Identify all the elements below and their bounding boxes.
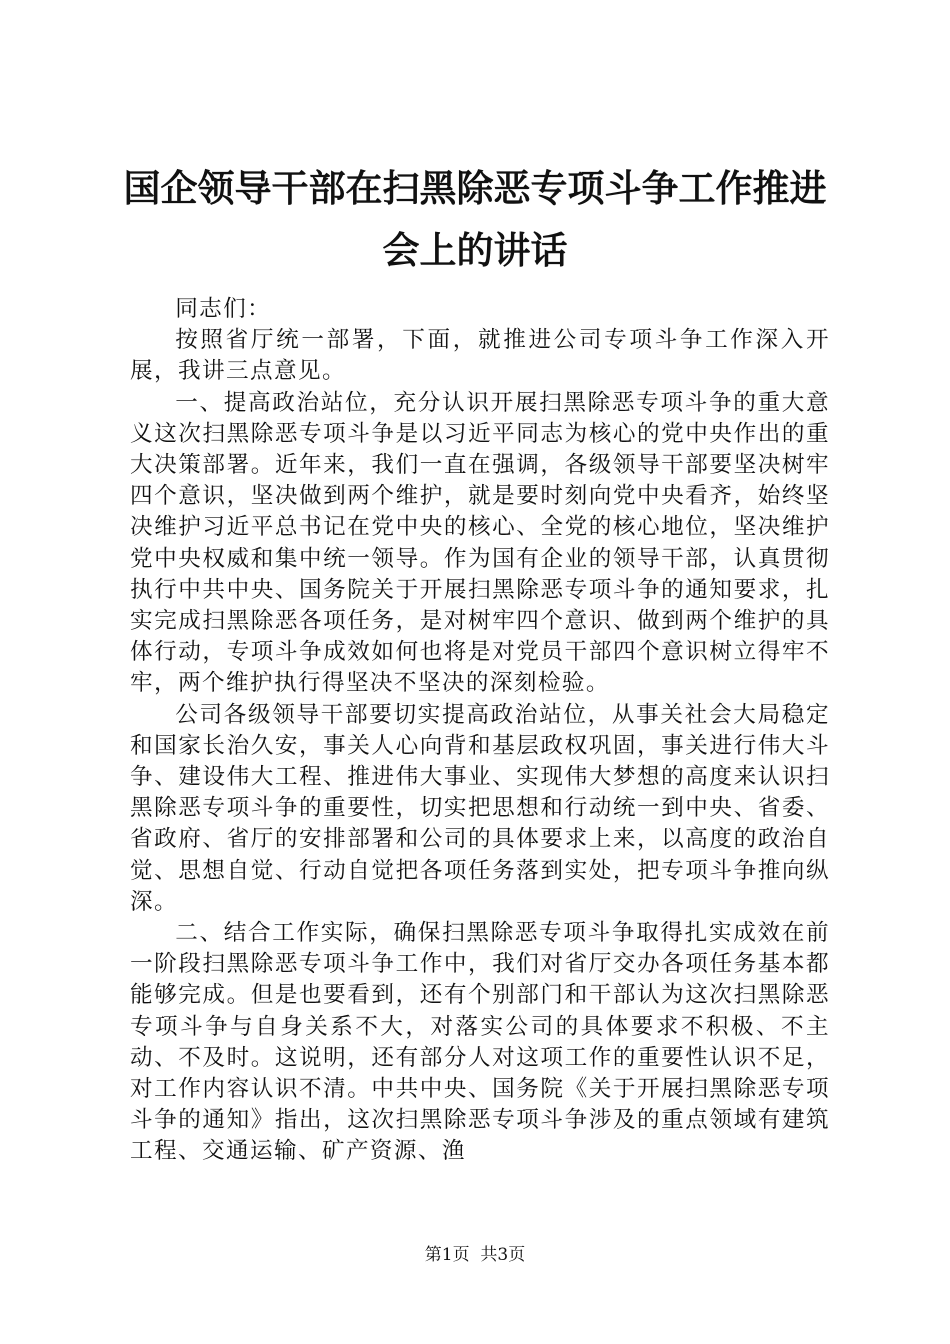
body-paragraph: 按照省厅统一部署，下面，就推进公司专项斗争工作深入开展，我讲三点意见。: [130, 327, 830, 385]
page-total: 共3页: [480, 1245, 526, 1265]
document-title: 国企领导干部在扫黑除恶专项斗争工作推进会上的讲话: [123, 167, 827, 272]
body-paragraph: 一、提高政治站位，充分认识开展扫黑除恶专项斗争的重大意义这次扫黑除恶专项斗争是以习近平同志为核心的党中央作出的重大决策部署。近年来，我们一直在强调，各级领导干部要坚决树牢四个意识，坚决做到两个维护，就是要时刻向党中央看齐，始终坚决维护习近平总书记在党中央的核心、全党的核心地位，坚决维护党中央权威和集中统一领导。作为国有企业的领导干部，认真贯彻执行中共中央、国务院关于开展扫黑除恶专项斗争的通知要求，扎实完成扫黑除恶各项任务，是对树牢四个意识、做到两个维护的具体行动，专项斗争成效如何也将是对党员干部四个意识树立得牢不牢，两个维护执行得坚决不坚决的深刻检验。: [130, 389, 830, 697]
document-body: [130, 294, 830, 1168]
body-paragraph: 二、结合工作实际，确保扫黑除恶专项斗争取得扎实成效在前一阶段扫黑除恶专项斗争工作中，我们对省厅交办各项任务基本都能够完成。但是也要看到，还有个别部门和干部认为这次扫黑除恶专项斗争与自身关系不大，对落实公司的具体要求不积极、不主动、不及时。这说明，还有部分人对这项工作的重要性认识不足，对工作内容认识不清。中共中央、国务院《关于开展扫黑除恶专项斗争的通知》指出，这次扫黑除恶专项斗争涉及的重点领域有建筑工程、交通运输、矿产资源、渔: [130, 920, 830, 1165]
page-number: 第1页: [424, 1245, 470, 1265]
body-paragraph: 公司各级领导干部要切实提高政治站位，从事关社会大局稳定和国家长治久安，事关人心向背和基层政权巩固，事关进行伟大斗争、建设伟大工程、推进伟大事业、实现伟大梦想的高度来认识扫黑除恶专项斗争的重要性，切实把思想和行动统一到中央、省委、省政府、省厅的安排部署和公司的具体要求上来，以高度的政治自觉、思想自觉、行动自觉把各项任务落到实处，把专项斗争推向纵深。: [130, 701, 830, 915]
page-footer: [0, 1243, 950, 1267]
salutation-paragraph: 同志们：: [175, 296, 272, 322]
